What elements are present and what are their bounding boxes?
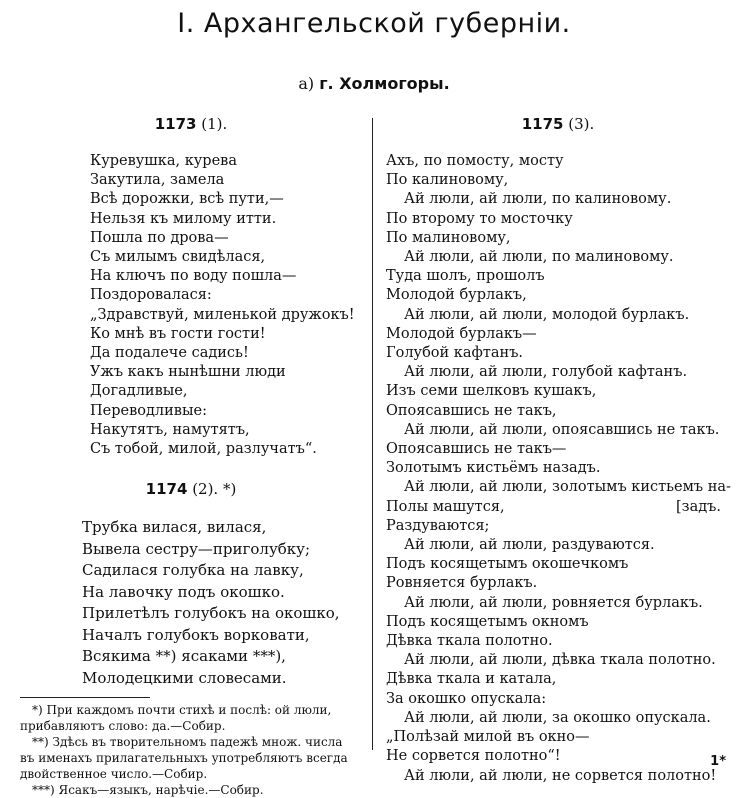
verse-line: Накутятъ, намутятъ,: [90, 421, 250, 438]
song-number: 1173: [154, 115, 197, 133]
line-text: Ай люли, ай люли, золотымъ кистьемъ на-: [404, 479, 731, 496]
line-text: Дѣвка ткала полотно.: [386, 633, 553, 650]
footnote-line: двойственное число.—Собир.: [20, 767, 208, 782]
refrain-line: [386, 767, 736, 786]
verse-line: [386, 555, 736, 574]
song-number: 1174: [145, 480, 188, 499]
verse-line: Ко мнѣ въ гости гости!: [90, 325, 266, 342]
song-subnumber: (1).: [201, 115, 228, 133]
verse-line: [386, 382, 736, 401]
verse-line: Съ тобой, милой, разлучатъ“.: [90, 441, 317, 458]
verse-line: [386, 613, 736, 632]
line-text: Туда шолъ, прошолъ: [386, 268, 545, 285]
refrain-line: [386, 594, 736, 613]
verse-line: Трубка вилася, вилася,: [82, 518, 267, 537]
line-text: По второму то мосточку: [386, 210, 573, 227]
section-name: г. Холмогоры.: [319, 74, 450, 93]
line-text: Ай люли, ай люли, опоясавшись не такъ.: [404, 421, 720, 438]
refrain-line: [386, 478, 736, 497]
verse-line: [386, 459, 736, 478]
verse-line: [386, 747, 736, 766]
song-number: 1175: [521, 115, 564, 133]
verse-line: [386, 267, 736, 286]
verse-line: [386, 325, 736, 344]
verse-line: Да подалече садись!: [90, 345, 249, 362]
line-text: По малиновому,: [386, 229, 511, 246]
verse-line: [386, 344, 736, 363]
left-column: [20, 114, 362, 798]
refrain-line: [386, 363, 736, 382]
section-title: [0, 74, 748, 93]
line-text: Опоясавшись не такъ—: [386, 441, 567, 458]
footnote-line: прибавляютъ слово: да.—Собир.: [20, 719, 226, 734]
line-text: „Полѣзай милой въ окно—: [386, 729, 590, 746]
line-text: Ай люли, ай люли, по малиновому.: [404, 249, 674, 266]
page-number: 1*: [710, 754, 726, 769]
song-subnumber: (3).: [568, 115, 595, 133]
verse-line: „Здравствуй, миленькой дружокъ!: [90, 306, 355, 323]
verse-line: Прилетѣлъ голубокъ на окошко,: [82, 604, 340, 623]
footnote-line: **) Здѣсь въ творительномъ падежѣ множ. числа: [32, 735, 343, 750]
line-text: Ай люли, ай люли, голубой кафтанъ.: [404, 364, 688, 381]
line-text: Дѣвка ткала и катала,: [386, 671, 557, 688]
line-text: По калиновому,: [386, 172, 509, 189]
page-title: І. Архангельской губерніи.: [177, 8, 571, 39]
line-text: Подъ косящетымъ окномъ: [386, 613, 589, 630]
verse-line: Закутила, замела: [90, 172, 225, 189]
line-text: Ай люли, ай люли, ровняется бурлакъ.: [404, 594, 703, 611]
refrain-line: [386, 190, 736, 209]
section-prefix: а): [298, 74, 315, 93]
song-1173-verse: [20, 152, 362, 459]
line-text: Ай люли, ай люли, по калиновому.: [404, 191, 672, 208]
song-1173-heading: [20, 114, 362, 134]
verse-line: Куревушка, курева: [90, 153, 237, 169]
verse-line: Ужъ какъ нынѣшни люди: [90, 364, 286, 381]
refrain-line: [386, 421, 736, 440]
refrain-line: [386, 306, 736, 325]
verse-line: [386, 152, 736, 171]
line-text: Золотымъ кистьёмъ назадъ.: [386, 460, 601, 477]
verse-line: Поздоровалася:: [90, 287, 212, 304]
line-text: Ай люли, ай люли, раздуваются.: [404, 537, 655, 554]
footnote-rule: [20, 697, 150, 698]
verse-line: Переводливые:: [90, 402, 207, 419]
line-text: Ахъ, по помосту, мосту: [386, 153, 564, 169]
line-tail: [задъ.: [676, 498, 721, 515]
right-column: [380, 114, 736, 786]
verse-line: [386, 670, 736, 689]
footnote-line: ***) Ясакъ—языкъ, нарѣчіе.—Собир.: [32, 783, 264, 798]
refrain-line: [386, 248, 736, 267]
footnotes: [20, 702, 362, 798]
verse-line: Догадливые,: [90, 383, 188, 400]
verse-line: [386, 517, 736, 536]
refrain-line: [386, 536, 736, 555]
line-text: Молодой бурлакъ,: [386, 287, 527, 304]
verse-line: [386, 229, 736, 248]
footnote-line: въ именахъ прилагательныхъ употребляютъ всегда: [20, 751, 348, 766]
line-text: Полы машутся,: [386, 498, 505, 515]
verse-line: Началъ голубокъ ворковати,: [82, 625, 310, 644]
verse-line: Пошла по дрова—: [90, 229, 229, 246]
verse-line: Садилася голубка на лавку,: [82, 561, 304, 580]
song-1174-heading: [20, 479, 362, 499]
line-text: Подъ косящетымъ окошечкомъ: [386, 556, 629, 573]
line-text: Опоясавшись не такъ,: [386, 402, 557, 419]
verse-line: [386, 286, 736, 305]
song-1174-verse: [20, 517, 362, 689]
song-1175-heading: [380, 114, 736, 134]
line-text: Изъ семи шелковъ кушакъ,: [386, 383, 597, 400]
line-text: Голубой кафтанъ.: [386, 345, 524, 362]
column-divider: [372, 118, 373, 750]
verse-line: [386, 210, 736, 229]
song-subnumber: (2). *): [192, 480, 237, 499]
verse-line: На лавочку подъ окошко.: [82, 582, 285, 601]
line-text: Ай люли, ай люли, дѣвка ткала полотно.: [404, 652, 716, 669]
footnote-line: *) При каждомъ почти стихѣ и послѣ: ой люли,: [32, 703, 332, 718]
verse-line: [386, 440, 736, 459]
line-text: За окошко опускала:: [386, 690, 547, 707]
refrain-line: [386, 709, 736, 728]
verse-line: [386, 728, 736, 747]
line-text: Ай люли, ай люли, не сорвется полотно!: [404, 767, 717, 784]
verse-line: [386, 402, 736, 421]
line-text: Молодой бурлакъ—: [386, 325, 537, 342]
line-text: Ай люли, ай люли, молодой бурлакъ.: [404, 306, 690, 323]
verse-line: [386, 632, 736, 651]
verse-line: На ключъ по воду пошла—: [90, 268, 297, 285]
line-text: Не сорвется полотно“!: [386, 748, 561, 765]
verse-line: [386, 171, 736, 190]
verse-line: Съ милымъ свидѣлася,: [90, 249, 266, 266]
verse-line: Молодецкими словесами.: [82, 668, 287, 687]
verse-line: Вывела сестру—приголубку;: [82, 539, 311, 558]
verse-line: [386, 498, 736, 517]
refrain-line: [386, 651, 736, 670]
verse-line: Всякима **) ясаками ***),: [82, 647, 286, 666]
verse-line: [386, 690, 736, 709]
line-text: Ай люли, ай люли, за окошко опускала.: [404, 709, 711, 726]
song-1175-verse: [380, 152, 736, 786]
verse-line: Всѣ дорожки, всѣ пути,—: [90, 191, 284, 208]
verse-line: Нельзя къ милому итти.: [90, 210, 277, 227]
line-text: Ровняется бурлакъ.: [386, 575, 538, 592]
line-text: Раздуваются;: [386, 517, 490, 534]
verse-line: [386, 574, 736, 593]
